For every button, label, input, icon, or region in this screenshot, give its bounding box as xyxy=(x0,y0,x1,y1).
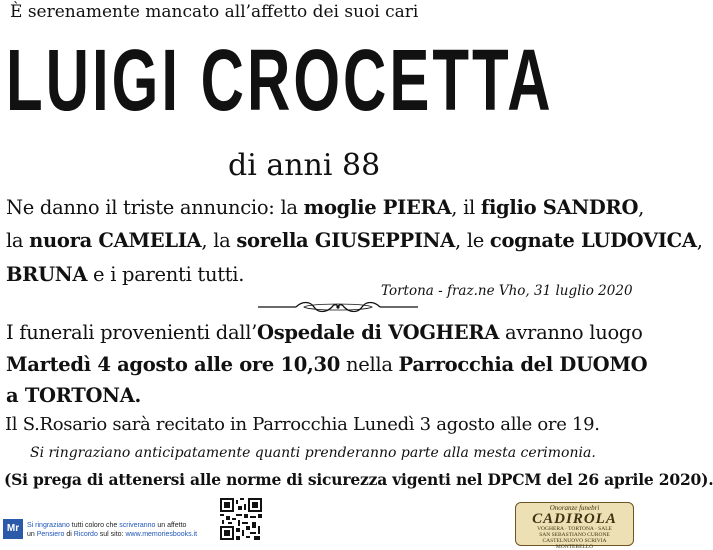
funeral-line-1: I funerali provenienti dall’Ospedale di VOGHERA avranno luogo xyxy=(6,321,643,344)
covid-notice: (Si prega di attenersi alle norme di sicurezza vigenti nel DPCM del 26 aprile 2020). xyxy=(4,470,713,489)
funeral-line-2: Martedì 4 agosto alle ore 10,30 nella Parrocchia del DUOMO xyxy=(6,353,648,376)
memoriesbooks-link[interactable]: www.memoriesbooks.it xyxy=(125,531,198,538)
announcement-line-3: BRUNA e i parenti tutti. xyxy=(6,263,245,286)
memoriesbooks-line-1: Si ringraziano tutti coloro che scriveranno un affetto xyxy=(27,522,187,529)
memoriesbooks-logo-icon: Mr xyxy=(3,519,23,539)
funeral-home-locations-4: MONTEBELLO xyxy=(555,544,594,550)
funeral-home-subtitle: Onoranze funebri xyxy=(549,504,600,512)
place-date-line: Tortona - fraz.ne Vho, 31 luglio 2020 xyxy=(381,283,633,299)
thanks-line: Si ringraziano anticipatamente quanti prenderanno parte alla mesta cerimonia. xyxy=(30,445,596,461)
qr-code-icon[interactable] xyxy=(220,498,262,540)
age-line: di anni 88 xyxy=(228,148,381,183)
funeral-home-badge xyxy=(515,502,634,550)
funeral-line-3: a TORTONA. xyxy=(6,384,142,407)
funeral-home-locations-2: SAN SEBASTIANO CURONE xyxy=(539,532,610,538)
intro-text: È serenamente mancato all’affetto dei suoi cari xyxy=(10,2,419,22)
memoriesbooks-line-2: un Pensiero di Ricordo sul sito: www.memoriesbooks.it xyxy=(27,531,198,538)
funeral-home-locations-1: VOGHERA · TORTONA · SALE xyxy=(537,526,612,532)
funeral-home-name: CADIROLA xyxy=(532,511,617,527)
rosary-notice: Il S.Rosario sarà recitato in Parrocchia Lunedì 3 agosto alle ore 19. xyxy=(5,414,600,435)
announcement-line-1: Ne danno il triste annuncio: la moglie PIERA, il figlio SANDRO, xyxy=(6,196,645,219)
funeral-home-locations-3: CASTELNUOVO SCRIVIA xyxy=(542,538,607,544)
announcement-line-2: la nuora CAMELIA, la sorella GIUSEPPINA, le cognate LUDOVICA, xyxy=(6,229,703,252)
deceased-name: LUIGI CROCETTA xyxy=(6,31,554,129)
ornament-divider xyxy=(258,300,418,314)
